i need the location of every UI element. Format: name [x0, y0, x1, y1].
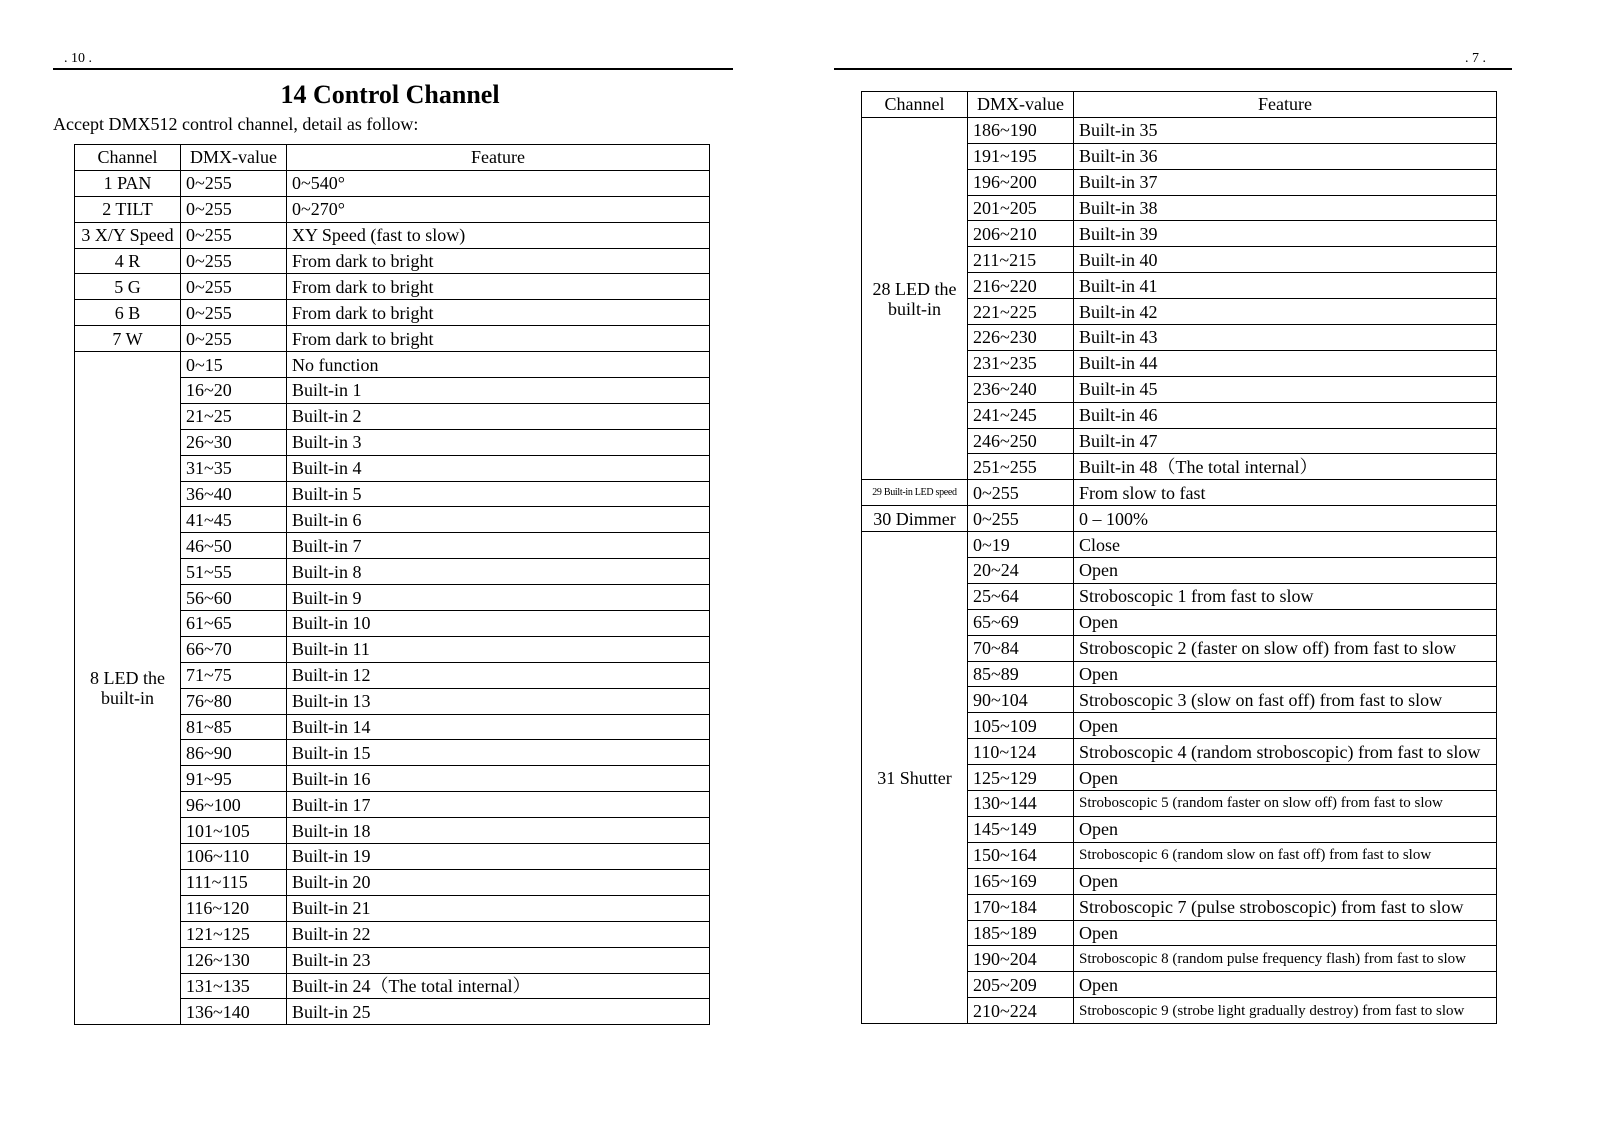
dmx-value-cell: 0~255	[181, 248, 287, 274]
dmx-value-cell: 216~220	[968, 273, 1074, 299]
dmx-value-cell: 91~95	[181, 766, 287, 792]
table-row	[75, 300, 710, 326]
feature-cell: Open	[1074, 765, 1497, 791]
dmx-value-cell: 0~255	[968, 506, 1074, 532]
dmx-value-cell: 36~40	[181, 481, 287, 507]
feature-cell: Built-in 38	[1074, 195, 1497, 221]
dmx-value-cell: 145~149	[968, 816, 1074, 842]
dmx-value-cell: 236~240	[968, 376, 1074, 402]
channel-cell: 28 LED the built-in	[862, 117, 968, 479]
table-row	[862, 117, 1497, 143]
header-channel: Channel	[75, 145, 181, 171]
feature-cell: Built-in 42	[1074, 299, 1497, 325]
feature-cell: Built-in 43	[1074, 325, 1497, 351]
feature-cell: Built-in 44	[1074, 350, 1497, 376]
dmx-value-cell: 86~90	[181, 740, 287, 766]
feature-cell: Built-in 2	[287, 403, 710, 429]
feature-cell: Built-in 35	[1074, 117, 1497, 143]
feature-cell: Built-in 5	[287, 481, 710, 507]
dmx-value-cell: 16~20	[181, 378, 287, 404]
feature-cell: Stroboscopic 7 (pulse stroboscopic) from fast to slow	[1074, 894, 1497, 920]
table-row	[75, 274, 710, 300]
feature-cell: Stroboscopic 3 (slow on fast off) from fast to slow	[1074, 687, 1497, 713]
channel-cell: 8 LED the built-in	[75, 352, 181, 1025]
feature-cell: Built-in 6	[287, 507, 710, 533]
dmx-value-cell: 0~255	[181, 300, 287, 326]
right-page	[820, 0, 1600, 1131]
feature-cell: Open	[1074, 713, 1497, 739]
channel-cell: 29 Built-in LED speed	[862, 480, 968, 506]
feature-cell: Built-in 46	[1074, 402, 1497, 428]
table-row	[862, 532, 1497, 558]
table-row	[862, 506, 1497, 532]
right-channel-table	[861, 91, 1497, 1024]
feature-cell: Stroboscopic 5 (random faster on slow off) from fast to slow	[1074, 791, 1497, 817]
feature-cell: Open	[1074, 920, 1497, 946]
feature-cell: Built-in 16	[287, 766, 710, 792]
header-dmx-value: DMX-value	[968, 92, 1074, 118]
dmx-value-cell: 186~190	[968, 117, 1074, 143]
feature-cell: Stroboscopic 1 from fast to slow	[1074, 583, 1497, 609]
feature-cell: Built-in 36	[1074, 143, 1497, 169]
dmx-value-cell: 26~30	[181, 429, 287, 455]
dmx-value-cell: 136~140	[181, 999, 287, 1025]
feature-cell: Built-in 14	[287, 714, 710, 740]
feature-cell: Built-in 9	[287, 585, 710, 611]
feature-cell: From dark to bright	[287, 326, 710, 352]
dmx-value-cell: 0~255	[181, 326, 287, 352]
feature-cell: Built-in 3	[287, 429, 710, 455]
dmx-value-cell: 41~45	[181, 507, 287, 533]
left-page-number: . 10 .	[64, 51, 92, 66]
feature-cell: Built-in 25	[287, 999, 710, 1025]
channel-cell: 2 TILT	[75, 196, 181, 222]
dmx-value-cell: 190~204	[968, 946, 1074, 972]
dmx-value-cell: 20~24	[968, 558, 1074, 584]
feature-cell: Built-in 45	[1074, 376, 1497, 402]
dmx-value-cell: 211~215	[968, 247, 1074, 273]
dmx-value-cell: 0~255	[181, 196, 287, 222]
feature-cell: Built-in 40	[1074, 247, 1497, 273]
header-channel: Channel	[862, 92, 968, 118]
channel-cell: 6 B	[75, 300, 181, 326]
dmx-value-cell: 196~200	[968, 169, 1074, 195]
dmx-value-cell: 0~255	[968, 480, 1074, 506]
feature-cell: 0~540°	[287, 170, 710, 196]
feature-cell: From dark to bright	[287, 300, 710, 326]
dmx-value-cell: 31~35	[181, 455, 287, 481]
feature-cell: Built-in 39	[1074, 221, 1497, 247]
feature-cell: Built-in 22	[287, 921, 710, 947]
feature-cell: 0~270°	[287, 196, 710, 222]
left-channel-table	[74, 144, 710, 1025]
feature-cell: From dark to bright	[287, 248, 710, 274]
left-header-rule	[53, 68, 733, 70]
dmx-value-cell: 116~120	[181, 895, 287, 921]
dmx-value-cell: 21~25	[181, 403, 287, 429]
dmx-value-cell: 56~60	[181, 585, 287, 611]
table-row	[75, 196, 710, 222]
dmx-value-cell: 165~169	[968, 868, 1074, 894]
dmx-value-cell: 90~104	[968, 687, 1074, 713]
feature-cell: Built-in 1	[287, 378, 710, 404]
dmx-value-cell: 46~50	[181, 533, 287, 559]
dmx-value-cell: 251~255	[968, 454, 1074, 480]
table-row	[75, 248, 710, 274]
table-row	[75, 352, 710, 378]
dmx-value-cell: 110~124	[968, 739, 1074, 765]
dmx-value-cell: 221~225	[968, 299, 1074, 325]
dmx-value-cell: 226~230	[968, 325, 1074, 351]
table-row	[75, 170, 710, 196]
page-title: 14 Control Channel	[280, 80, 500, 109]
dmx-value-cell: 106~110	[181, 844, 287, 870]
channel-cell: 1 PAN	[75, 170, 181, 196]
dmx-value-cell: 170~184	[968, 894, 1074, 920]
dmx-value-cell: 71~75	[181, 662, 287, 688]
feature-cell: Stroboscopic 8 (random pulse frequency flash) from fast to slow	[1074, 946, 1497, 972]
dmx-value-cell: 150~164	[968, 842, 1074, 868]
feature-cell: Stroboscopic 6 (random slow on fast off) from fast to slow	[1074, 842, 1497, 868]
intro-text: Accept DMX512 control channel, detail as follow:	[53, 114, 419, 134]
dmx-value-cell: 0~19	[968, 532, 1074, 558]
dmx-value-cell: 85~89	[968, 661, 1074, 687]
left-page	[0, 0, 780, 1131]
feature-cell: Built-in 19	[287, 844, 710, 870]
dmx-value-cell: 206~210	[968, 221, 1074, 247]
feature-cell: From slow to fast	[1074, 480, 1497, 506]
dmx-value-cell: 185~189	[968, 920, 1074, 946]
feature-cell: Built-in 11	[287, 636, 710, 662]
feature-cell: Stroboscopic 2 (faster on slow off) from fast to slow	[1074, 635, 1497, 661]
table-row	[75, 222, 710, 248]
table-row	[75, 326, 710, 352]
dmx-value-cell: 246~250	[968, 428, 1074, 454]
feature-cell: Built-in 41	[1074, 273, 1497, 299]
dmx-value-cell: 66~70	[181, 636, 287, 662]
header-dmx-value: DMX-value	[181, 145, 287, 171]
feature-cell: Open	[1074, 609, 1497, 635]
table-row	[862, 480, 1497, 506]
channel-cell: 4 R	[75, 248, 181, 274]
feature-cell: No function	[287, 352, 710, 378]
channel-cell: 3 X/Y Speed	[75, 222, 181, 248]
feature-cell: From dark to bright	[287, 274, 710, 300]
dmx-value-cell: 105~109	[968, 713, 1074, 739]
channel-cell: 7 W	[75, 326, 181, 352]
feature-cell: Built-in 21	[287, 895, 710, 921]
feature-cell: Built-in 18	[287, 818, 710, 844]
dmx-value-cell: 65~69	[968, 609, 1074, 635]
header-feature: Feature	[1074, 92, 1497, 118]
feature-cell: Close	[1074, 532, 1497, 558]
dmx-value-cell: 101~105	[181, 818, 287, 844]
dmx-value-cell: 205~209	[968, 972, 1074, 998]
dmx-value-cell: 126~130	[181, 947, 287, 973]
feature-cell: Stroboscopic 4 (random stroboscopic) from fast to slow	[1074, 739, 1497, 765]
header-feature: Feature	[287, 145, 710, 171]
dmx-value-cell: 25~64	[968, 583, 1074, 609]
dmx-value-cell: 121~125	[181, 921, 287, 947]
feature-cell: XY Speed (fast to slow)	[287, 222, 710, 248]
feature-cell: Built-in 4	[287, 455, 710, 481]
feature-cell: Open	[1074, 868, 1497, 894]
feature-cell: Built-in 15	[287, 740, 710, 766]
feature-cell: Open	[1074, 558, 1497, 584]
dmx-value-cell: 231~235	[968, 350, 1074, 376]
feature-cell: Open	[1074, 661, 1497, 687]
feature-cell: Built-in 20	[287, 869, 710, 895]
dmx-value-cell: 0~15	[181, 352, 287, 378]
dmx-value-cell: 0~255	[181, 274, 287, 300]
feature-cell: Built-in 7	[287, 533, 710, 559]
dmx-value-cell: 125~129	[968, 765, 1074, 791]
feature-cell: Built-in 37	[1074, 169, 1497, 195]
feature-cell: Built-in 17	[287, 792, 710, 818]
right-header-rule	[834, 68, 1512, 70]
feature-cell: Open	[1074, 972, 1497, 998]
dmx-value-cell: 210~224	[968, 998, 1074, 1024]
dmx-value-cell: 96~100	[181, 792, 287, 818]
feature-cell: Built-in 8	[287, 559, 710, 585]
feature-cell: 0 – 100%	[1074, 506, 1497, 532]
feature-cell: Built-in 12	[287, 662, 710, 688]
table-header-row	[75, 145, 710, 171]
dmx-value-cell: 111~115	[181, 869, 287, 895]
dmx-value-cell: 191~195	[968, 143, 1074, 169]
feature-cell: Built-in 48（The total internal）	[1074, 454, 1497, 480]
dmx-value-cell: 130~144	[968, 791, 1074, 817]
dmx-value-cell: 131~135	[181, 973, 287, 999]
feature-cell: Built-in 24（The total internal）	[287, 973, 710, 999]
feature-cell: Built-in 13	[287, 688, 710, 714]
table-header-row	[862, 92, 1497, 118]
dmx-value-cell: 0~255	[181, 222, 287, 248]
dmx-value-cell: 81~85	[181, 714, 287, 740]
dmx-value-cell: 61~65	[181, 611, 287, 637]
dmx-value-cell: 201~205	[968, 195, 1074, 221]
feature-cell: Built-in 47	[1074, 428, 1497, 454]
channel-cell: 30 Dimmer	[862, 506, 968, 532]
channel-cell: 5 G	[75, 274, 181, 300]
dmx-value-cell: 0~255	[181, 170, 287, 196]
feature-cell: Built-in 10	[287, 611, 710, 637]
dmx-value-cell: 241~245	[968, 402, 1074, 428]
dmx-value-cell: 76~80	[181, 688, 287, 714]
feature-cell: Stroboscopic 9 (strobe light gradually destroy) from fast to slow	[1074, 998, 1497, 1024]
dmx-value-cell: 51~55	[181, 559, 287, 585]
feature-cell: Open	[1074, 816, 1497, 842]
dmx-value-cell: 70~84	[968, 635, 1074, 661]
channel-cell: 31 Shutter	[862, 532, 968, 1024]
right-page-number: . 7 .	[1465, 51, 1486, 66]
feature-cell: Built-in 23	[287, 947, 710, 973]
